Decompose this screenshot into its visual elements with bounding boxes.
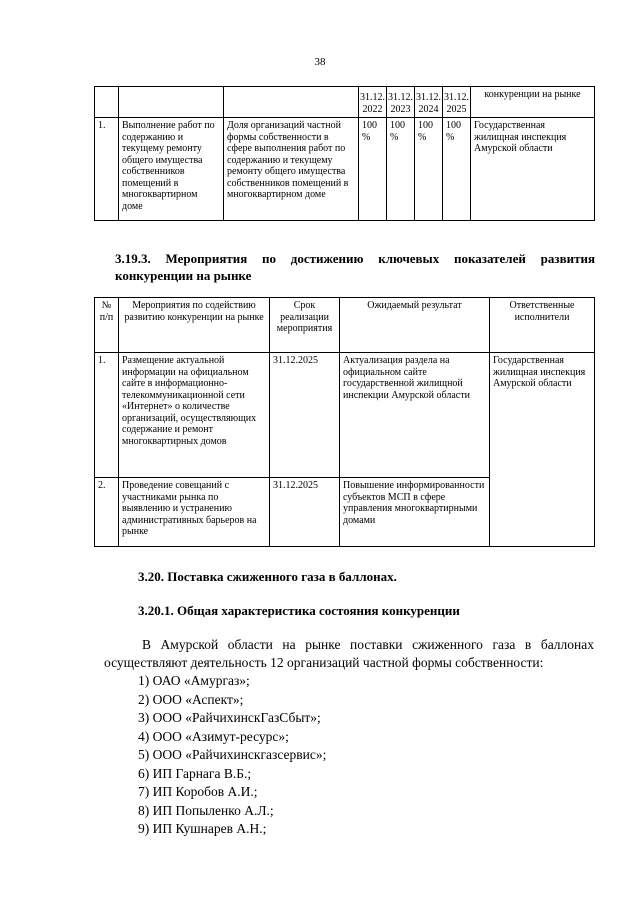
intro-paragraph: В Амурской области на рынке поставки сжиженного газа в баллонах осуществляют деятельность 12 организаций частной формы собственности:: [104, 637, 594, 670]
column-header: Срок реализации мероприятия: [270, 298, 340, 353]
table-row: [95, 118, 595, 221]
responsible-executor: Государственная жилищная инспекция Амурской области: [471, 118, 595, 221]
page-number: 38: [314, 56, 326, 68]
deadline-cell: 31.12.2025: [270, 478, 340, 547]
indicator-value: 100 %: [359, 118, 387, 221]
activity-cell: Размещение актуальной информации на официальном сайте в информационно-телекоммуникационной сети «Интернет» о количестве организаций, осуществляющих содержание и ремонт многоквартирных домов: [119, 353, 270, 478]
result-cell: Актуализация раздела на официальном сайте государственной жилищной инспекции Амурской области: [340, 353, 490, 478]
list-item: 2) ООО «Аспект»;: [138, 691, 244, 707]
activity-cell: Проведение совещаний с участниками рынка по выявлению и устранению административных барьеров на рынке: [119, 478, 270, 547]
column-header: Ожидаемый результат: [340, 298, 490, 353]
list-item: 8) ИП Попыленко А.Л.;: [138, 802, 274, 818]
row-number: 2.: [95, 478, 119, 547]
competition-header: конкуренции на рынке: [471, 87, 595, 118]
organization-list: [104, 672, 594, 839]
list-item: 1) ОАО «Амургаз»;: [138, 673, 250, 688]
column-header: Ответственные исполнители: [490, 298, 595, 353]
list-item: 4) ООО «Азимут-ресурс»;: [138, 728, 289, 744]
deadline-cell: 31.12.2025: [270, 353, 340, 478]
row-number: 1.: [95, 353, 119, 478]
column-header: Мероприятия по содействию развитию конкуренции на рынке: [119, 298, 270, 353]
measures-table: [94, 297, 595, 547]
market-name: Выполнение работ по содержанию и текущему ремонту общего имущества собственников помещений в многоквартирном доме: [119, 118, 224, 221]
column-header: № п/п: [95, 298, 119, 353]
list-item: 3) ООО «РайчихинскГазСбыт»;: [138, 710, 321, 725]
result-cell: Повышение информированности субъектов МСП в сфере управления многоквартирными домами: [340, 478, 490, 547]
list-item: 7) ИП Коробов А.И.;: [138, 784, 258, 799]
year-header: 31.12. 2023: [387, 87, 415, 118]
list-item: 5) ООО «Райчихинскгазсервис»;: [138, 747, 327, 762]
indicator-name: Доля организаций частной формы собственности в сфере выполнения работ по содержанию и текущему ремонту общего имущества собственников помещений в многоквартирном доме: [224, 118, 359, 221]
indicators-table: [94, 86, 595, 221]
section-heading-3-19-3: 3.19.3. Мероприятия по достижению ключевых показателей развития конкуренции на рынке: [115, 251, 595, 283]
year-header: 31.12. 2022: [359, 87, 387, 118]
section-heading-3-20-1: 3.20.1. Общая характеристика состояния конкуренции: [138, 603, 460, 618]
body-text: [104, 636, 594, 839]
row-number: 1.: [95, 118, 119, 221]
indicator-value: 100 %: [415, 118, 443, 221]
year-header: 31.12. 2025: [443, 87, 471, 118]
list-item: 6) ИП Гарнага В.Б.;: [138, 765, 252, 781]
responsible-executor: Государственная жилищная инспекция Амурской области: [490, 353, 595, 547]
list-item: 9) ИП Кушнарев А.Н.;: [138, 821, 267, 836]
table-header-row: [95, 298, 595, 353]
section-heading-3-20: 3.20. Поставка сжиженного газа в баллонах.: [138, 569, 397, 584]
indicator-value: 100 %: [387, 118, 415, 221]
table-row: [95, 353, 595, 478]
table-header-row: [95, 87, 595, 118]
indicator-value: 100 %: [443, 118, 471, 221]
year-header: 31.12. 2024: [415, 87, 443, 118]
